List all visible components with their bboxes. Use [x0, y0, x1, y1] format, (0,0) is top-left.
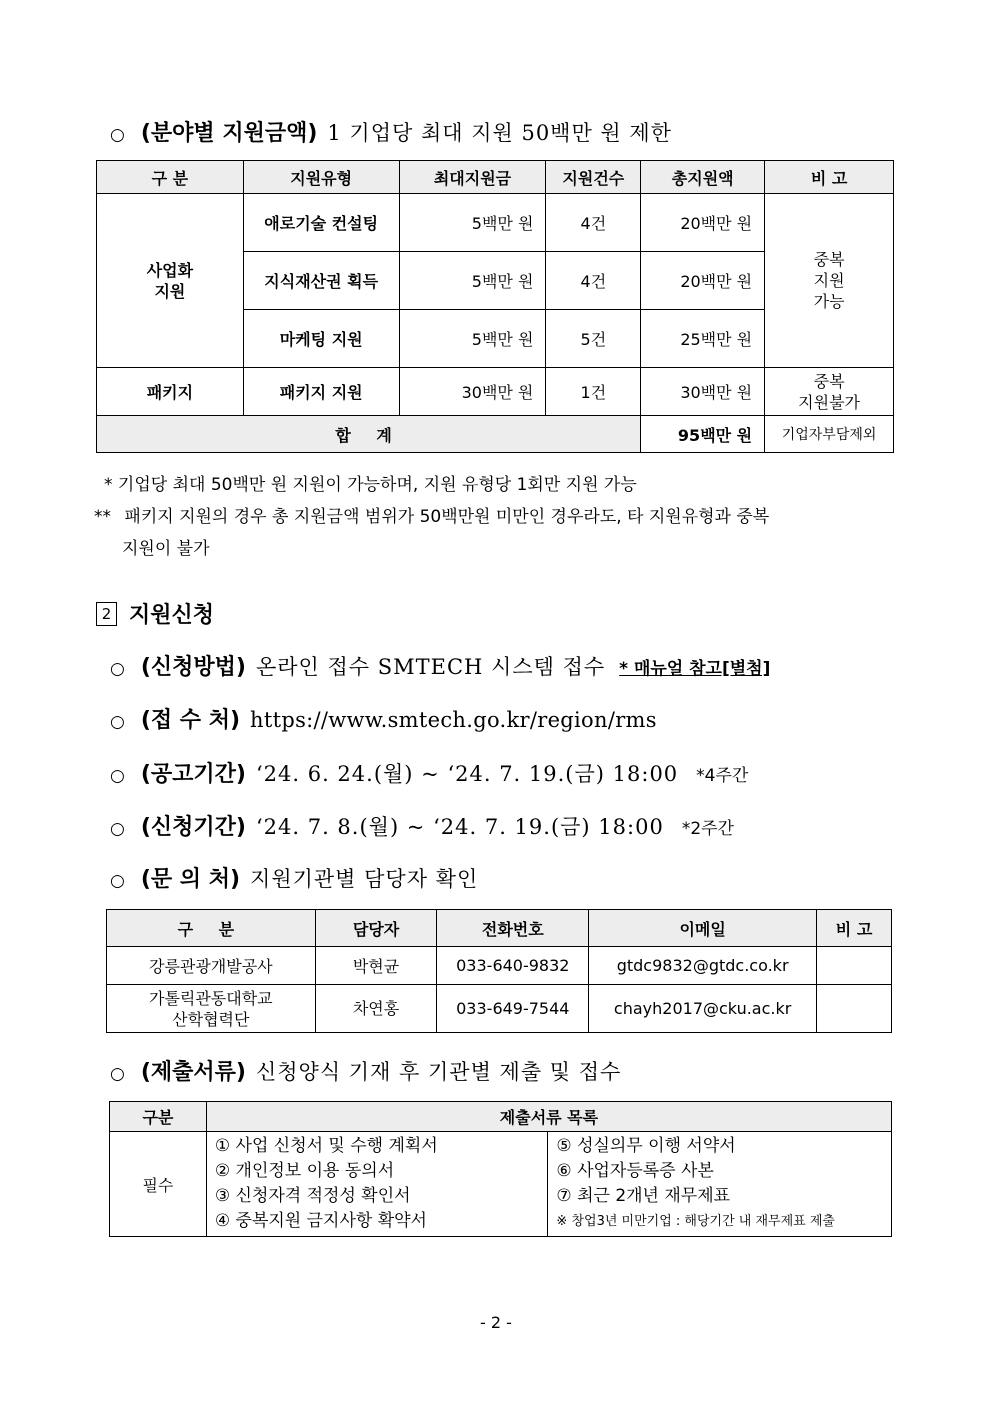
page-number: - 2 -: [480, 1313, 512, 1332]
max-cell: 5백만 원: [399, 252, 546, 310]
bullet-circle: ○: [110, 1064, 125, 1084]
funding-label: (분야별 지원금액): [140, 121, 318, 146]
table-row: [107, 947, 892, 985]
count-cell: 4건: [546, 252, 641, 310]
max-cell: 5백만 원: [399, 310, 546, 368]
bullet-circle: ○: [110, 125, 125, 145]
table-header-row: [110, 1102, 892, 1132]
header-email: 이메일: [589, 910, 817, 947]
list-item: ② 개인정보 이용 동의서: [214, 1161, 395, 1181]
table-row: [107, 985, 892, 1033]
table-header-row: [107, 910, 892, 947]
item-method: [110, 650, 770, 681]
person-cell: 차연홍: [315, 985, 437, 1033]
type-cell: 마케팅 지원: [243, 310, 399, 368]
item-label: (문 의 처): [140, 867, 241, 892]
docs-right-list: [548, 1132, 892, 1237]
item-text: 온라인 접수 SMTECH 시스템 접수: [255, 655, 606, 679]
table-row: [97, 368, 894, 416]
manual-reference: * 매뉴얼 참고[별첨]: [619, 659, 771, 679]
item-note: *4주간: [696, 766, 749, 786]
type-cell: 지식재산권 획득: [243, 252, 399, 310]
total-cell: 20백만 원: [641, 194, 765, 252]
item-application-period: [110, 810, 734, 841]
list-item: ① 사업 신청서 및 수행 계획서: [214, 1136, 438, 1156]
header-max: 최대지원금: [399, 161, 546, 194]
docs-note: ※ 창업3년 미만기업 : 해당기간 내 재무제표 제출: [556, 1214, 835, 1229]
sum-note: 기업자부담제외: [765, 416, 894, 453]
section-heading: [96, 598, 214, 629]
item-note: *2주간: [681, 819, 734, 839]
email-cell: gtdc9832@gtdc.co.kr: [589, 947, 817, 985]
email-cell: chayh2017@cku.ac.kr: [589, 985, 817, 1033]
bullet-circle: ○: [110, 766, 125, 786]
item-label: (신청기간): [140, 815, 246, 840]
bullet-circle: ○: [110, 712, 125, 732]
header-count: 지원건수: [546, 161, 641, 194]
item-receipt: [110, 703, 657, 734]
item-label: (신청방법): [140, 655, 246, 680]
count-cell: 4건: [546, 194, 641, 252]
footnote-2: [94, 502, 769, 527]
note-cell: [817, 985, 892, 1033]
header-note: 비 고: [765, 161, 894, 194]
item-label: (공고기간): [140, 762, 246, 787]
sum-label: 합 계: [97, 416, 641, 453]
count-cell: 1건: [546, 368, 641, 416]
phone-cell: 033-649-7544: [437, 985, 589, 1033]
footnote-1: * 기업당 최대 50백만 원 지원이 가능하며, 지원 유형당 1회만 지원 가능: [104, 475, 637, 495]
group-note: 중복 지원 가능: [765, 194, 894, 368]
table-header-row: [97, 161, 894, 194]
receipt-url: https://www.smtech.go.kr/region/rms: [250, 708, 657, 732]
note-cell: [817, 947, 892, 985]
section-number: 2: [96, 602, 117, 626]
funding-text: 1 기업당 최대 지원 50백만 원 제한: [327, 121, 672, 145]
header-category: 구 분: [97, 161, 244, 194]
type-cell: 애로기술 컨설팅: [243, 194, 399, 252]
max-cell: 30백만 원: [399, 368, 546, 416]
header-org: 구 분: [107, 910, 316, 947]
item-inquiry: [110, 862, 478, 893]
list-item: ⑤ 성실의무 이행 서약서: [556, 1136, 736, 1156]
section-title: 지원신청: [129, 603, 215, 628]
list-item: ④ 중복지원 금지사항 확약서: [214, 1211, 427, 1231]
item-text: ‘24. 6. 24.(월) ~ ‘24. 7. 19.(금) 18:00: [255, 762, 679, 786]
package-note: 중복 지원불가: [765, 368, 894, 416]
header-category: 구분: [110, 1102, 207, 1132]
sum-total: 95백만 원: [641, 416, 765, 453]
item-text: 지원기관별 담당자 확인: [250, 867, 479, 891]
org-cell: 가톨릭관동대학교 산학협력단: [107, 985, 316, 1033]
org-cell: 강릉관광개발공사: [107, 947, 316, 985]
header-phone: 전화번호: [437, 910, 589, 947]
total-cell: 25백만 원: [641, 310, 765, 368]
docs-left-list: [206, 1132, 548, 1237]
table-row: [97, 194, 894, 252]
list-item: ⑦ 최근 2개년 재무제표: [556, 1186, 731, 1206]
table-row: [110, 1132, 892, 1237]
docs-heading: [110, 1055, 621, 1086]
list-item: ⑥ 사업자등록증 사본: [556, 1161, 714, 1181]
person-cell: 박현균: [315, 947, 437, 985]
header-doc-list: 제출서류 목록: [206, 1102, 891, 1132]
sum-row: [97, 416, 894, 453]
list-item: ③ 신청자격 적정성 확인서: [214, 1186, 411, 1206]
phone-cell: 033-640-9832: [437, 947, 589, 985]
max-cell: 5백만 원: [399, 194, 546, 252]
header-type: 지원유형: [243, 161, 399, 194]
funding-heading: [110, 116, 672, 147]
item-text: ‘24. 7. 8.(월) ~ ‘24. 7. 19.(금) 18:00: [255, 815, 664, 839]
docs-label: (제출서류): [140, 1060, 246, 1085]
docs-category: 필수: [110, 1132, 207, 1237]
documents-table: [109, 1101, 892, 1237]
docs-text: 신청양식 기재 후 기관별 제출 및 접수: [255, 1060, 622, 1084]
footnote-2-mark: **: [94, 507, 111, 527]
item-notice-period: [110, 757, 748, 788]
total-cell: 20백만 원: [641, 252, 765, 310]
total-cell: 30백만 원: [641, 368, 765, 416]
header-total: 총지원액: [641, 161, 765, 194]
funding-table: [96, 160, 894, 453]
contacts-table: [106, 909, 892, 1033]
group-label: 사업화 지원: [97, 194, 244, 368]
bullet-circle: ○: [110, 819, 125, 839]
type-cell: 패키지 지원: [243, 368, 399, 416]
item-label: (접 수 처): [140, 708, 241, 733]
bullet-circle: ○: [110, 659, 125, 679]
count-cell: 5건: [546, 310, 641, 368]
bullet-circle: ○: [110, 871, 125, 891]
header-person: 담당자: [315, 910, 437, 947]
footnote-2-line2: 지원이 불가: [122, 539, 210, 559]
header-note: 비 고: [817, 910, 892, 947]
footnote-2-line1: 패키지 지원의 경우 총 지원금액 범위가 50백만원 미만인 경우라도, 타 지원유형과 중복: [124, 507, 770, 527]
package-group: 패키지: [97, 368, 244, 416]
